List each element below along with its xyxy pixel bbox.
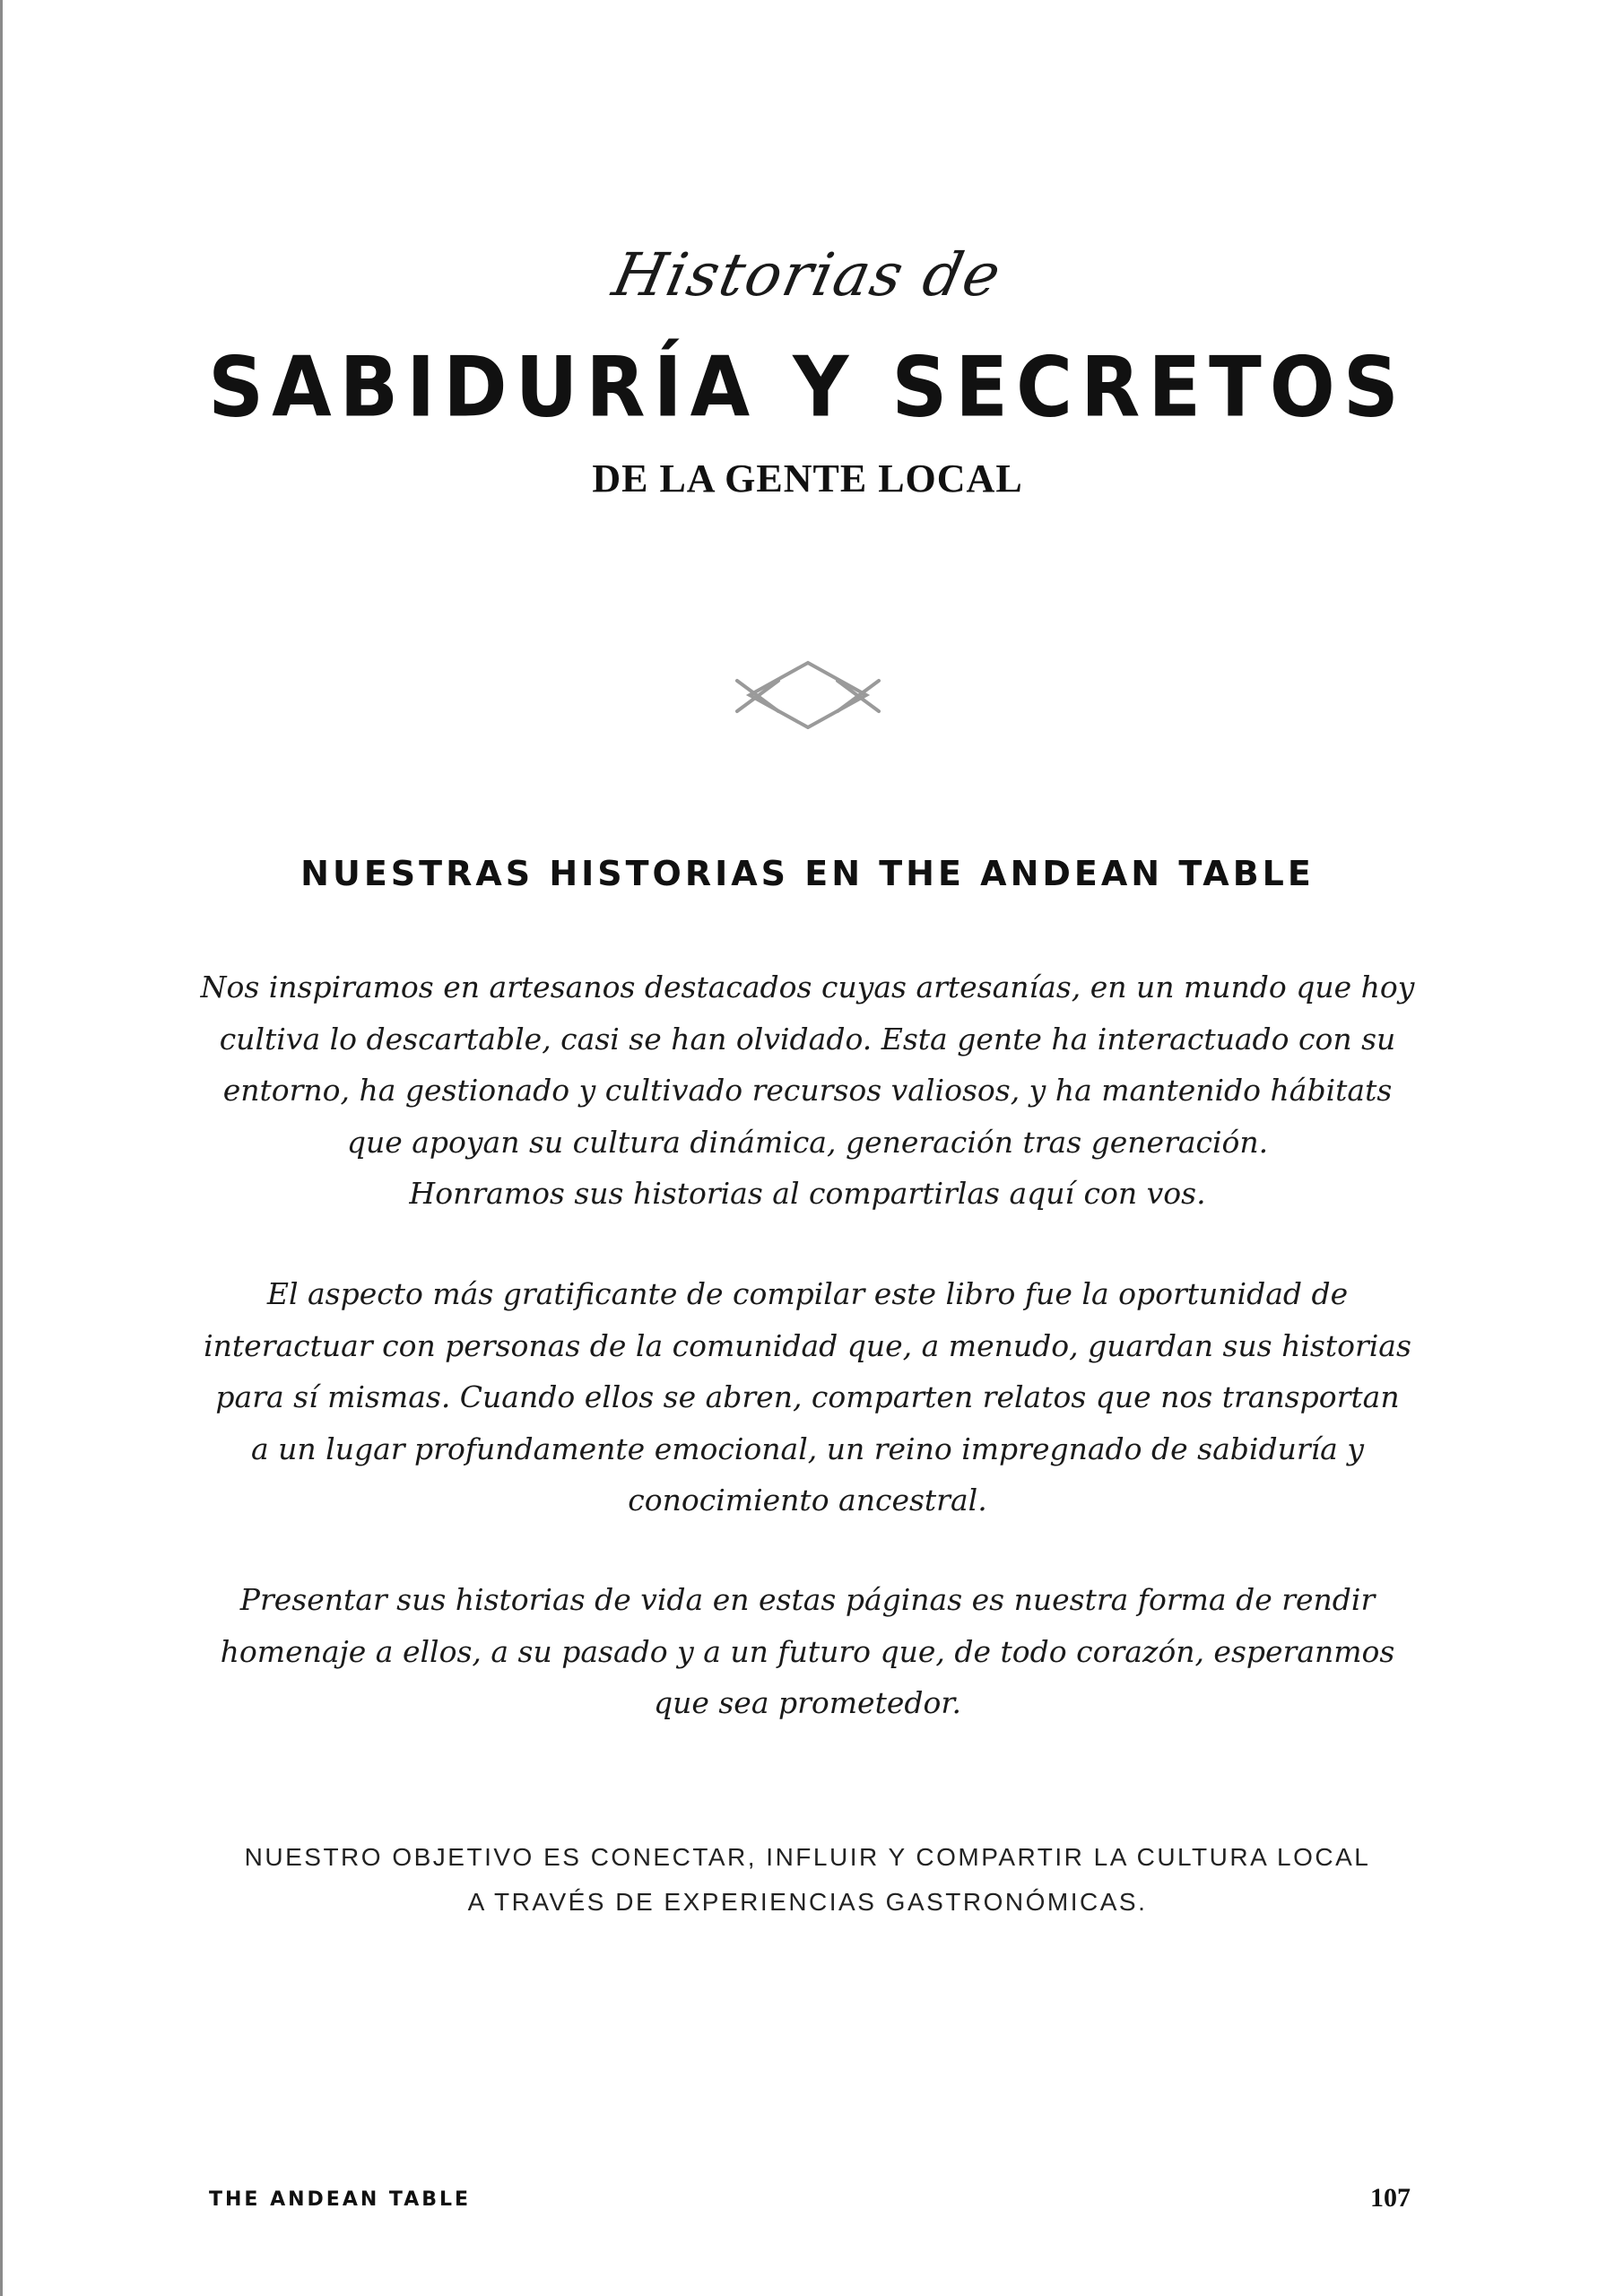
paragraph-line: para sí mismas. Cuando ellos se abren, comparten relatos que nos transportan [215, 1379, 1400, 1414]
page-title: SABIDURÍA Y SECRETOS [208, 339, 1407, 436]
paragraph-1 [0, 961, 1615, 1220]
paragraph-line: homenaje a ellos, a su pasado y a un futuro que, de todo corazón, esperanmos [220, 1633, 1395, 1669]
diamond-cross-ornament-icon [734, 659, 882, 729]
script-title: Historias de [606, 240, 1009, 309]
paragraph-line: interactuar con personas de la comunidad que, a menudo, guardan sus historias [204, 1327, 1411, 1363]
paragraph-line: El aspecto más gratificante de compilar este libro fue la oportunidad de [266, 1276, 1349, 1311]
paragraph-line: que sea prometedor. [653, 1685, 962, 1720]
tagline-line: NUESTRO OBJETIVO ES CONECTAR, INFLUIR Y COMPARTIR LA CULTURA LOCAL [244, 1843, 1371, 1871]
tagline [0, 1835, 1615, 1925]
paragraph-line: conocimiento ancestral. [628, 1483, 987, 1518]
footer-book-title: THE ANDEAN TABLE [209, 2188, 472, 2211]
tagline-line: A TRAVÉS DE EXPERIENCIAS GASTRONÓMICAS. [467, 1888, 1148, 1916]
paragraph-2 [0, 1268, 1615, 1526]
paragraph-line: Honramos sus historias al compartirlas aquí con vos. [409, 1176, 1206, 1211]
paragraph-line: a un lugar profundamente emocional, un reino impregnado de sabiduría y [251, 1431, 1364, 1466]
page-subtitle: DE LA GENTE LOCAL [592, 457, 1023, 500]
paragraph-line: que apoyan su cultura dinámica, generación tras generación. [346, 1124, 1269, 1160]
paragraph-line: entorno, ha gestionado y cultivado recursos valiosos, y ha mantenido hábitats [222, 1073, 1393, 1108]
paragraph-line: Nos inspiramos en artesanos destacados cuyas artesanías, en un mundo que hoy [200, 970, 1415, 1004]
paragraph-line: cultiva lo descartable, casi se han olvidado. Esta gente ha interactuado con su [219, 1021, 1396, 1057]
paragraph-3 [0, 1574, 1615, 1729]
paragraph-line: Presentar sus historias de vida en estas páginas es nuestra forma de rendir [239, 1582, 1376, 1617]
section-heading: NUESTRAS HISTORIAS EN THE ANDEAN TABLE [300, 854, 1315, 893]
page-number: 107 [1370, 2183, 1411, 2213]
